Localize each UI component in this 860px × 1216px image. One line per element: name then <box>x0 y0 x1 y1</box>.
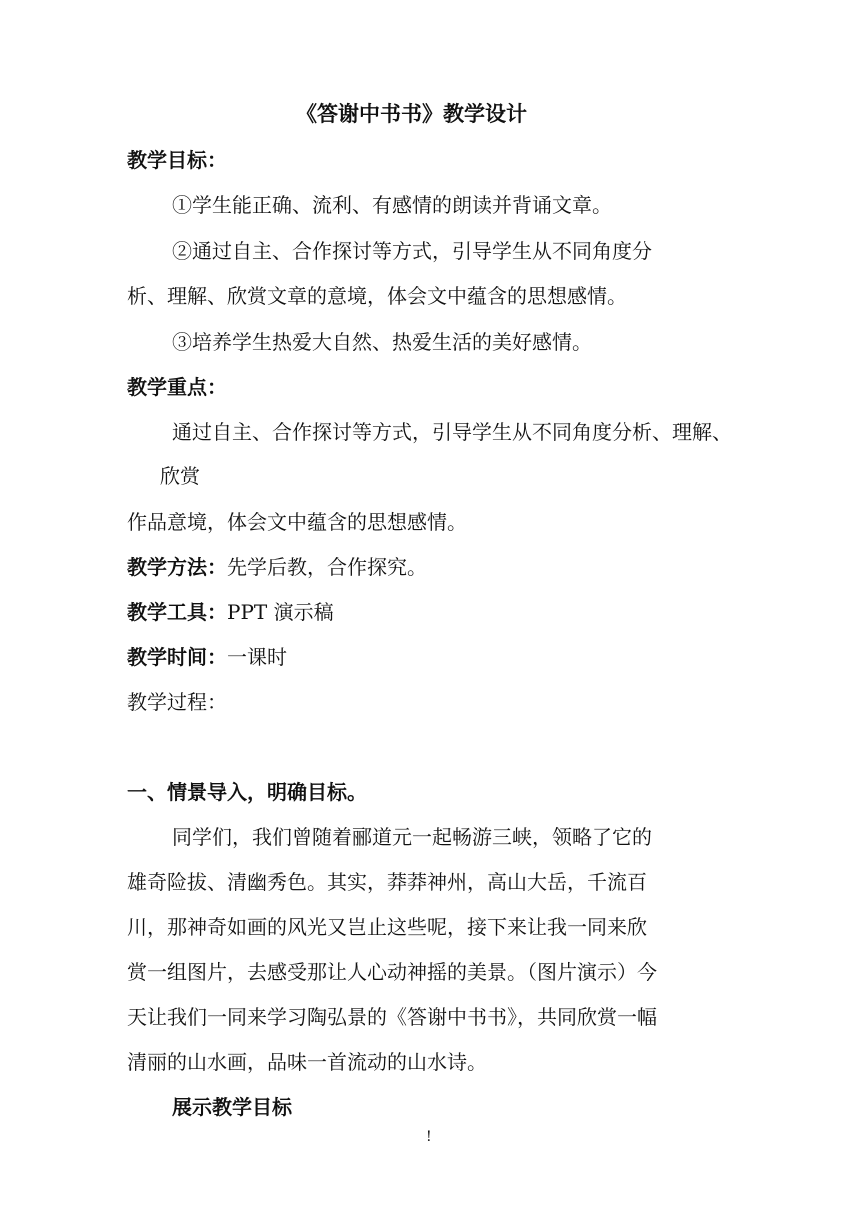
key-points-line-1: 通过自主、合作探讨等方式，引导学生从不同角度分析、理解、 <box>172 420 732 444</box>
time-row <box>127 643 287 671</box>
tools-label: 教学工具： <box>127 600 227 624</box>
section-1-line: 雄奇险拔、清幽秀色。其实，莽莽神州，高山大岳，千流百 <box>127 870 647 894</box>
section-1-subheading: 展示教学目标 <box>172 1095 292 1119</box>
time-label: 教学时间： <box>127 645 227 669</box>
objective-item-1: ①学生能正确、流利、有感情的朗读并背诵文章。 <box>172 193 612 217</box>
section-1-line: 赏一组图片，去感受那让人心动神摇的美景。（图片演示）今 <box>127 960 657 984</box>
objective-item-2-line-2: 析、理解、欣赏文章的意境，体会文中蕴含的思想感情。 <box>127 284 627 308</box>
method-row <box>127 553 427 581</box>
key-points-line-3: 作品意境，体会文中蕴含的思想感情。 <box>127 510 467 534</box>
section-1-line: 清丽的山水画，品味一首流动的山水诗。 <box>127 1050 487 1074</box>
objectives-label: 教学目标： <box>127 148 227 172</box>
key-points-line-2: 欣赏 <box>160 464 200 488</box>
method-value: 先学后教，合作探究。 <box>227 555 427 579</box>
key-points-label: 教学重点： <box>127 375 227 399</box>
section-1-line: 天让我们一同来学习陶弘景的《答谢中书书》，共同欣赏一幅 <box>127 1005 657 1029</box>
document-title: 《答谢中书书》教学设计 <box>296 101 527 126</box>
process-label: 教学过程： <box>127 690 227 714</box>
tools-value: PPT 演示稿 <box>227 600 334 624</box>
section-1-heading: 一、情景导入，明确目标。 <box>127 780 367 804</box>
objective-item-2-line-1: ②通过自主、合作探讨等方式，引导学生从不同角度分 <box>172 239 652 263</box>
page-number: ! <box>426 1129 432 1145</box>
method-label: 教学方法： <box>127 555 227 579</box>
objective-item-3: ③培养学生热爱大自然、热爱生活的美好感情。 <box>172 330 592 354</box>
time-value: 一课时 <box>227 645 287 669</box>
section-1-line: 川，那神奇如画的风光又岂止这些呢，接下来让我一同来欣 <box>127 915 647 939</box>
tools-row <box>127 598 334 626</box>
section-1-line: 同学们，我们曾随着郦道元一起畅游三峡，领略了它的 <box>172 825 652 849</box>
